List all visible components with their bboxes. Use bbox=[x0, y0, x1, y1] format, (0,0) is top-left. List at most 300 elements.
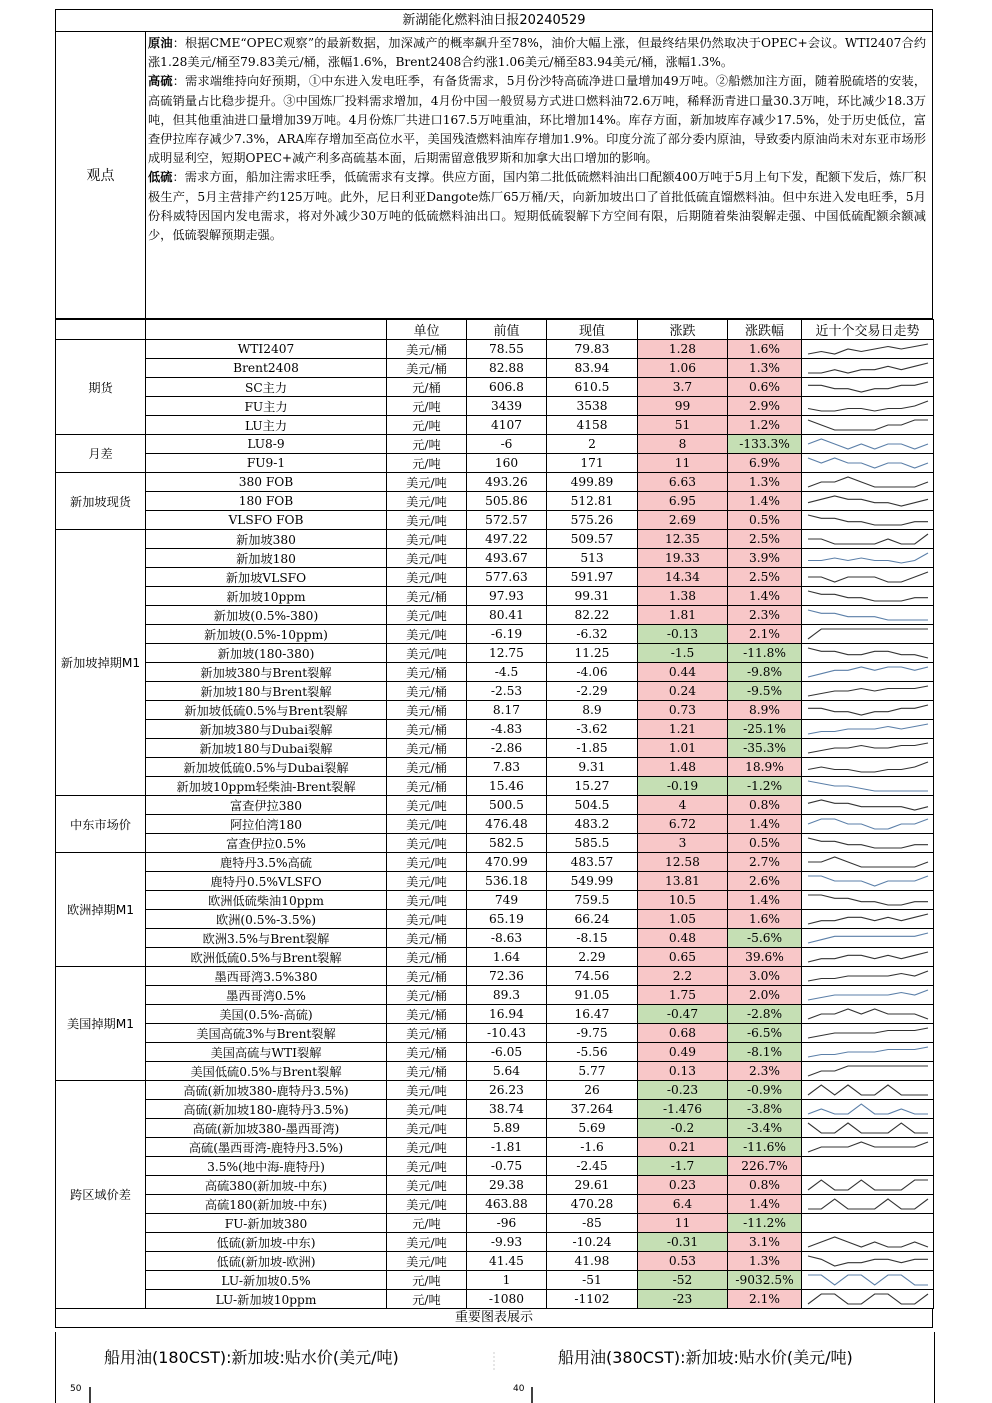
unit-cell: 美元/吨 bbox=[387, 1195, 467, 1214]
group-label: 美国掉期M1 bbox=[56, 967, 146, 1081]
item-name: 美国(0.5%-高硫) bbox=[146, 1005, 387, 1024]
cur-value: 549.99 bbox=[547, 872, 638, 891]
table-row bbox=[56, 397, 934, 416]
unit-cell: 元/吨 bbox=[387, 1290, 467, 1309]
trend-sparkline bbox=[802, 777, 934, 796]
trend-line bbox=[808, 515, 928, 525]
table-row bbox=[56, 815, 934, 834]
change-value: -1.7 bbox=[638, 1157, 728, 1176]
change-value: 0.53 bbox=[638, 1252, 728, 1271]
trend-line bbox=[808, 705, 928, 715]
change-pct: -133.3% bbox=[728, 435, 802, 454]
trend-line bbox=[808, 1104, 928, 1114]
item-name: Brent2408 bbox=[146, 359, 387, 378]
change-pct: -9.5% bbox=[728, 682, 802, 701]
trend-sparkline bbox=[802, 416, 934, 435]
change-pct: 1.6% bbox=[728, 340, 802, 359]
prev-value: -2.53 bbox=[467, 682, 547, 701]
unit-cell: 美元/吨 bbox=[387, 834, 467, 853]
table-row bbox=[56, 1024, 934, 1043]
cur-value: 4158 bbox=[547, 416, 638, 435]
change-pct: 2.1% bbox=[728, 625, 802, 644]
item-name: 新加坡380与Dubai裂解 bbox=[146, 720, 387, 739]
trend-line bbox=[808, 553, 928, 563]
unit-cell: 美元/吨 bbox=[387, 910, 467, 929]
trend-line bbox=[808, 629, 928, 639]
prev-value: 493.67 bbox=[467, 549, 547, 568]
unit-cell: 美元/吨 bbox=[387, 1233, 467, 1252]
trend-sparkline bbox=[802, 644, 934, 663]
change-pct: -3.4% bbox=[728, 1119, 802, 1138]
change-pct: -11.8% bbox=[728, 644, 802, 663]
trend-sparkline bbox=[802, 986, 934, 1005]
change-pct: 18.9% bbox=[728, 758, 802, 777]
prev-value: 470.99 bbox=[467, 853, 547, 872]
cur-value: 499.89 bbox=[547, 473, 638, 492]
trend-line bbox=[808, 477, 928, 487]
item-name: 新加坡(0.5%-380) bbox=[146, 606, 387, 625]
prev-value: -9.93 bbox=[467, 1233, 547, 1252]
item-name: 高硫180(新加坡-中东) bbox=[146, 1195, 387, 1214]
trend-sparkline bbox=[802, 606, 934, 625]
trend-line bbox=[808, 876, 928, 886]
unit-cell: 元/吨 bbox=[387, 397, 467, 416]
trend-line bbox=[808, 762, 928, 772]
item-name: 新加坡VLSFO bbox=[146, 568, 387, 587]
cur-value: -2.29 bbox=[547, 682, 638, 701]
unit-cell: 美元/吨 bbox=[387, 1157, 467, 1176]
trend-line bbox=[808, 496, 928, 506]
change-value: 11 bbox=[638, 1214, 728, 1233]
group-label: 中东市场价 bbox=[56, 796, 146, 853]
trend-line bbox=[808, 1180, 928, 1190]
prev-value: -0.75 bbox=[467, 1157, 547, 1176]
table-row bbox=[56, 891, 934, 910]
change-value: 4 bbox=[638, 796, 728, 815]
table-row bbox=[56, 1081, 934, 1100]
unit-cell: 元/桶 bbox=[387, 378, 467, 397]
trend-line bbox=[808, 743, 928, 753]
trend-line bbox=[808, 401, 928, 411]
cur-value: 2.29 bbox=[547, 948, 638, 967]
cur-value: 591.97 bbox=[547, 568, 638, 587]
change-pct: 2.9% bbox=[728, 397, 802, 416]
unit-cell: 美元/桶 bbox=[387, 1024, 467, 1043]
cur-value: 91.05 bbox=[547, 986, 638, 1005]
change-value: 1.05 bbox=[638, 910, 728, 929]
trend-line bbox=[808, 458, 928, 468]
trend-line bbox=[808, 1028, 928, 1038]
change-value: 1.01 bbox=[638, 739, 728, 758]
trend-sparkline bbox=[802, 701, 934, 720]
change-pct: 1.4% bbox=[728, 587, 802, 606]
table-row bbox=[56, 1043, 934, 1062]
change-pct: 1.4% bbox=[728, 815, 802, 834]
trend-sparkline bbox=[802, 378, 934, 397]
unit-cell: 美元/桶 bbox=[387, 739, 467, 758]
trend-line bbox=[808, 1294, 928, 1304]
cur-value: 512.81 bbox=[547, 492, 638, 511]
item-name: VLSFO FOB bbox=[146, 511, 387, 530]
table-row bbox=[56, 1233, 934, 1252]
table-row bbox=[56, 1195, 934, 1214]
crude-heading: 原油 bbox=[148, 36, 173, 50]
low-sulfur-text: ：需求方面，船加注需求旺季，低硫需求有支撑。供应方面，国内第二批低硫燃料油出口配额400万吨于5月上旬下发，配额下发后，炼厂积极生产，5月主营排产约125万吨。此外，尼日利亚Dangote炼厂65万桶/天，向新加坡出口了首批低硫直馏燃料油。但中东进入发电旺季，5月份科威特因国内发电需求，将对外减少30万吨的低硫燃料油出口。短期低硫裂解下方空间有限，后期随着柴油裂解走强、中国低硫配额余额减少，低硫裂解预期走强。 bbox=[148, 170, 927, 243]
trend-line bbox=[808, 382, 928, 392]
trend-line bbox=[808, 572, 928, 582]
high-sulfur-heading: 高硫 bbox=[148, 74, 173, 89]
trend-line bbox=[808, 990, 928, 1000]
change-value: 0.48 bbox=[638, 929, 728, 948]
trend-sparkline bbox=[802, 1252, 934, 1271]
unit-cell: 美元/桶 bbox=[387, 758, 467, 777]
cur-value: -1102 bbox=[547, 1290, 638, 1309]
item-name: 墨西哥湾0.5% bbox=[146, 986, 387, 1005]
change-pct: 2.3% bbox=[728, 1062, 802, 1081]
unit-cell: 美元/吨 bbox=[387, 568, 467, 587]
prev-value: 536.18 bbox=[467, 872, 547, 891]
viewpoint-section bbox=[55, 32, 933, 319]
change-pct: 0.8% bbox=[728, 1176, 802, 1195]
prev-value: -6.19 bbox=[467, 625, 547, 644]
table-row bbox=[56, 720, 934, 739]
trend-sparkline bbox=[802, 530, 934, 549]
table-row bbox=[56, 796, 934, 815]
chart-180-y-tick: 50 bbox=[70, 1384, 82, 1394]
cur-value: -3.62 bbox=[547, 720, 638, 739]
change-value: -0.19 bbox=[638, 777, 728, 796]
prev-value: 12.75 bbox=[467, 644, 547, 663]
table-header-row bbox=[56, 320, 934, 340]
table-row bbox=[56, 910, 934, 929]
change-pct: 0.6% bbox=[728, 378, 802, 397]
cur-value: 66.24 bbox=[547, 910, 638, 929]
trend-line bbox=[808, 1085, 928, 1095]
prev-value: 582.5 bbox=[467, 834, 547, 853]
change-value: 8 bbox=[638, 435, 728, 454]
change-pct: 1.6% bbox=[728, 910, 802, 929]
item-name: 新加坡10ppm bbox=[146, 587, 387, 606]
change-value: 0.44 bbox=[638, 663, 728, 682]
group-label: 跨区域价差 bbox=[56, 1081, 146, 1309]
trend-sparkline bbox=[802, 891, 934, 910]
item-name: 欧洲3.5%与Brent裂解 bbox=[146, 929, 387, 948]
change-value: 0.21 bbox=[638, 1138, 728, 1157]
change-value: -52 bbox=[638, 1271, 728, 1290]
trend-line bbox=[808, 895, 928, 905]
unit-cell: 美元/吨 bbox=[387, 606, 467, 625]
change-pct: -25.1% bbox=[728, 720, 802, 739]
table-row bbox=[56, 1157, 934, 1176]
change-pct: 8.9% bbox=[728, 701, 802, 720]
item-name: 高硫(新加坡380-墨西哥湾) bbox=[146, 1119, 387, 1138]
item-name: LU-新加坡10ppm bbox=[146, 1290, 387, 1309]
table-row bbox=[56, 606, 934, 625]
unit-cell: 美元/吨 bbox=[387, 796, 467, 815]
trend-line bbox=[808, 952, 928, 962]
table-row bbox=[56, 967, 934, 986]
col-header bbox=[56, 320, 146, 340]
trend-line bbox=[808, 344, 928, 354]
change-value: 19.33 bbox=[638, 549, 728, 568]
table-row bbox=[56, 758, 934, 777]
table-row bbox=[56, 853, 934, 872]
change-value: 2.69 bbox=[638, 511, 728, 530]
change-pct: 1.2% bbox=[728, 416, 802, 435]
cur-value: 5.77 bbox=[547, 1062, 638, 1081]
trend-line bbox=[808, 1275, 928, 1285]
change-pct: -6.5% bbox=[728, 1024, 802, 1043]
table-row bbox=[56, 1005, 934, 1024]
cur-value: 470.28 bbox=[547, 1195, 638, 1214]
prev-value: 7.83 bbox=[467, 758, 547, 777]
group-label: 月差 bbox=[56, 435, 146, 473]
change-pct: 2.5% bbox=[728, 568, 802, 587]
cur-value: 3538 bbox=[547, 397, 638, 416]
table-row bbox=[56, 378, 934, 397]
change-value: 0.24 bbox=[638, 682, 728, 701]
item-name: 高硫(新加坡180-鹿特丹3.5%) bbox=[146, 1100, 387, 1119]
cur-value: 74.56 bbox=[547, 967, 638, 986]
cur-value: 509.57 bbox=[547, 530, 638, 549]
cur-value: -9.75 bbox=[547, 1024, 638, 1043]
item-name: 富查伊拉380 bbox=[146, 796, 387, 815]
item-name: 高硫(新加坡380-鹿特丹3.5%) bbox=[146, 1081, 387, 1100]
prev-value: 16.94 bbox=[467, 1005, 547, 1024]
table-row bbox=[56, 948, 934, 967]
chart-section-title: 重要图表展示 bbox=[55, 1309, 933, 1328]
viewpoint-ls bbox=[148, 168, 926, 245]
trend-sparkline bbox=[802, 435, 934, 454]
change-value: 1.48 bbox=[638, 758, 728, 777]
item-name: 新加坡低硫0.5%与Dubai裂解 bbox=[146, 758, 387, 777]
trend-sparkline bbox=[802, 663, 934, 682]
change-pct: 226.7% bbox=[728, 1157, 802, 1176]
col-header-pct: 涨跌幅 bbox=[728, 320, 802, 340]
change-value: 1.21 bbox=[638, 720, 728, 739]
cur-value: 483.2 bbox=[547, 815, 638, 834]
cur-value: -1.6 bbox=[547, 1138, 638, 1157]
change-pct: -8.1% bbox=[728, 1043, 802, 1062]
trend-line bbox=[808, 1066, 928, 1076]
prev-value: 749 bbox=[467, 891, 547, 910]
item-name: FU9-1 bbox=[146, 454, 387, 473]
unit-cell: 美元/吨 bbox=[387, 625, 467, 644]
report-sheet bbox=[55, 9, 933, 1328]
unit-cell: 美元/吨 bbox=[387, 511, 467, 530]
change-value: 1.81 bbox=[638, 606, 728, 625]
item-name: 欧洲低硫柴油10ppm bbox=[146, 891, 387, 910]
prev-value: 505.86 bbox=[467, 492, 547, 511]
trend-line bbox=[808, 686, 928, 696]
table-row bbox=[56, 777, 934, 796]
prev-value: -4.5 bbox=[467, 663, 547, 682]
item-name: 新加坡(0.5%-10ppm) bbox=[146, 625, 387, 644]
trend-sparkline bbox=[802, 1005, 934, 1024]
trend-line bbox=[808, 1142, 928, 1152]
change-pct: -11.6% bbox=[728, 1138, 802, 1157]
col-header-chg: 涨跌 bbox=[638, 320, 728, 340]
item-name: 美国高硫3%与Brent裂解 bbox=[146, 1024, 387, 1043]
table-row bbox=[56, 1100, 934, 1119]
trend-sparkline bbox=[802, 834, 934, 853]
trend-sparkline bbox=[802, 1290, 934, 1309]
change-pct: 2.3% bbox=[728, 606, 802, 625]
trend-sparkline bbox=[802, 739, 934, 758]
trend-sparkline bbox=[802, 1043, 934, 1062]
cur-value: 26 bbox=[547, 1081, 638, 1100]
item-name: 新加坡180 bbox=[146, 549, 387, 568]
chart-380-y-tick: 40 bbox=[513, 1384, 525, 1394]
cur-value: 8.9 bbox=[547, 701, 638, 720]
prev-value: 15.46 bbox=[467, 777, 547, 796]
change-value: 0.49 bbox=[638, 1043, 728, 1062]
unit-cell: 元/吨 bbox=[387, 416, 467, 435]
trend-line bbox=[808, 1237, 928, 1247]
item-name: 低硫(新加坡-欧洲) bbox=[146, 1252, 387, 1271]
trend-sparkline bbox=[802, 929, 934, 948]
cur-value: 79.83 bbox=[547, 340, 638, 359]
unit-cell: 元/吨 bbox=[387, 1271, 467, 1290]
table-row bbox=[56, 454, 934, 473]
cur-value: 513 bbox=[547, 549, 638, 568]
prev-value: 26.23 bbox=[467, 1081, 547, 1100]
trend-line bbox=[808, 591, 928, 601]
cur-value: 9.31 bbox=[547, 758, 638, 777]
table-row bbox=[56, 1119, 934, 1138]
item-name: 新加坡低硫0.5%与Brent裂解 bbox=[146, 701, 387, 720]
trend-sparkline bbox=[802, 1100, 934, 1119]
trend-sparkline bbox=[802, 872, 934, 891]
prev-value: -96 bbox=[467, 1214, 547, 1233]
table-row bbox=[56, 416, 934, 435]
prev-value: 97.93 bbox=[467, 587, 547, 606]
prev-value: 5.89 bbox=[467, 1119, 547, 1138]
trend-sparkline bbox=[802, 758, 934, 777]
prev-value: 1.64 bbox=[467, 948, 547, 967]
trend-line bbox=[808, 971, 928, 981]
cur-value: 11.25 bbox=[547, 644, 638, 663]
item-name: WTI2407 bbox=[146, 340, 387, 359]
item-name: 欧洲(0.5%-3.5%) bbox=[146, 910, 387, 929]
unit-cell: 美元/吨 bbox=[387, 1252, 467, 1271]
trend-sparkline bbox=[802, 1138, 934, 1157]
cur-value: -85 bbox=[547, 1214, 638, 1233]
prev-value: 606.8 bbox=[467, 378, 547, 397]
change-value: 11 bbox=[638, 454, 728, 473]
trend-line bbox=[808, 420, 928, 430]
table-row bbox=[56, 701, 934, 720]
change-value: 0.65 bbox=[638, 948, 728, 967]
trend-sparkline bbox=[802, 815, 934, 834]
table-row bbox=[56, 929, 934, 948]
table-row bbox=[56, 1138, 934, 1157]
unit-cell: 美元/桶 bbox=[387, 777, 467, 796]
trend-line bbox=[808, 1256, 928, 1266]
table-row bbox=[56, 739, 934, 758]
prev-value: -6.05 bbox=[467, 1043, 547, 1062]
item-name: 180 FOB bbox=[146, 492, 387, 511]
unit-cell: 美元/桶 bbox=[387, 720, 467, 739]
prev-value: 38.74 bbox=[467, 1100, 547, 1119]
unit-cell: 美元/吨 bbox=[387, 644, 467, 663]
item-name: 鹿特丹0.5%VLSFO bbox=[146, 872, 387, 891]
trend-line bbox=[808, 1009, 928, 1019]
prev-value: -2.86 bbox=[467, 739, 547, 758]
change-pct: 3.1% bbox=[728, 1233, 802, 1252]
cur-value: 2 bbox=[547, 435, 638, 454]
trend-sparkline bbox=[802, 1081, 934, 1100]
table-row bbox=[56, 549, 934, 568]
prev-value: -8.63 bbox=[467, 929, 547, 948]
cur-value: -10.24 bbox=[547, 1233, 638, 1252]
cur-value: -2.45 bbox=[547, 1157, 638, 1176]
item-name: 墨西哥湾3.5%380 bbox=[146, 967, 387, 986]
col-header-trend: 近十个交易日走势 bbox=[802, 320, 934, 340]
change-pct: 1.4% bbox=[728, 891, 802, 910]
trend-sparkline bbox=[802, 473, 934, 492]
unit-cell: 美元/吨 bbox=[387, 1119, 467, 1138]
trend-sparkline bbox=[802, 796, 934, 815]
trend-line bbox=[808, 1123, 928, 1133]
change-pct: -5.6% bbox=[728, 929, 802, 948]
table-row bbox=[56, 530, 934, 549]
unit-cell: 美元/吨 bbox=[387, 1176, 467, 1195]
change-value: 1.38 bbox=[638, 587, 728, 606]
unit-cell: 美元/桶 bbox=[387, 340, 467, 359]
change-pct: -35.3% bbox=[728, 739, 802, 758]
cur-value: 5.69 bbox=[547, 1119, 638, 1138]
change-pct: -3.8% bbox=[728, 1100, 802, 1119]
table-row bbox=[56, 568, 934, 587]
unit-cell: 美元/吨 bbox=[387, 473, 467, 492]
high-sulfur-text: ：需求端维持向好预期，①中东进入发电旺季，有备货需求，5月份沙特高硫净进口量增加49万吨。②船燃加注方面，随着脱硫塔的安装，高硫销量占比稳步提升。③中国炼厂投料需求增加，4月份中国一般贸易方式进口燃料油72.6万吨，稀释沥青进口量30.3万吨，环比减少18.3万吨，但其他重油进口量增加39万吨。4月份炼厂共进口167.5万吨重油，环比增加14%。库存方面，新加坡库存减少17.5%，处于历史低位，富查伊拉库存减少7.3%，ARA库存增加至高位水平，美国残渣燃料油库存增加1.9%。印度分流了部分委内原油，导致委内原油尚未对东亚市场形成明显利空，短期OPEC+减产利多高硫基本面，后期需留意俄罗斯和加拿大出口增加的影响。 bbox=[148, 74, 927, 166]
cur-value: -4.06 bbox=[547, 663, 638, 682]
prev-value: 1 bbox=[467, 1271, 547, 1290]
prev-value: 3439 bbox=[467, 397, 547, 416]
unit-cell: 美元/桶 bbox=[387, 587, 467, 606]
trend-line bbox=[808, 610, 928, 620]
table-row bbox=[56, 644, 934, 663]
prev-value: -4.83 bbox=[467, 720, 547, 739]
unit-cell: 美元/桶 bbox=[387, 1062, 467, 1081]
cur-value: -1.85 bbox=[547, 739, 638, 758]
change-pct: 0.5% bbox=[728, 511, 802, 530]
change-value: 2.2 bbox=[638, 967, 728, 986]
change-pct: 1.3% bbox=[728, 1252, 802, 1271]
change-pct: 2.6% bbox=[728, 872, 802, 891]
change-pct: -2.8% bbox=[728, 1005, 802, 1024]
trend-sparkline bbox=[802, 1233, 934, 1252]
trend-line bbox=[808, 1199, 928, 1209]
table-row bbox=[56, 1252, 934, 1271]
prev-value: 72.36 bbox=[467, 967, 547, 986]
charts-area bbox=[55, 1332, 935, 1403]
change-value: 0.73 bbox=[638, 701, 728, 720]
trend-sparkline bbox=[802, 853, 934, 872]
change-value: 3.7 bbox=[638, 378, 728, 397]
table-row bbox=[56, 587, 934, 606]
change-value: 12.58 bbox=[638, 853, 728, 872]
change-value: 14.34 bbox=[638, 568, 728, 587]
prev-value: 500.5 bbox=[467, 796, 547, 815]
prev-value: -10.43 bbox=[467, 1024, 547, 1043]
trend-line bbox=[808, 819, 928, 829]
item-name: 美国低硫0.5%与Brent裂解 bbox=[146, 1062, 387, 1081]
change-value: 12.35 bbox=[638, 530, 728, 549]
cur-value: -6.32 bbox=[547, 625, 638, 644]
change-pct: 39.6% bbox=[728, 948, 802, 967]
